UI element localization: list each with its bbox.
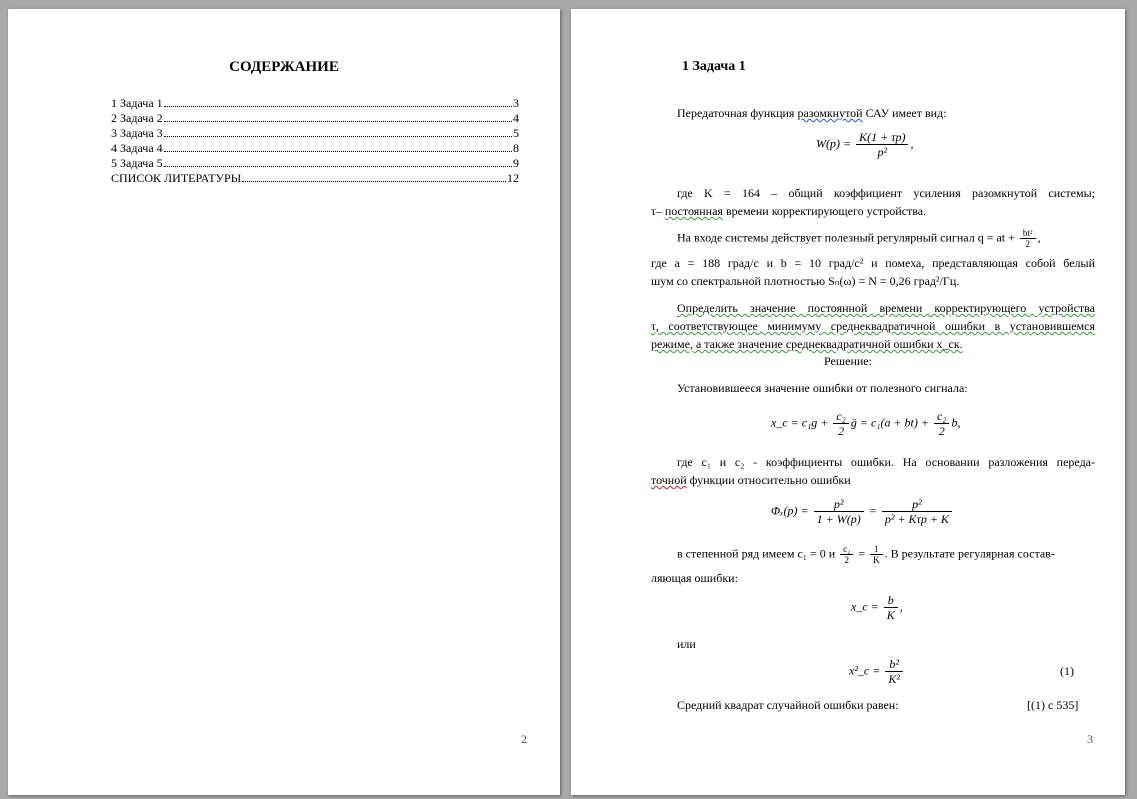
toc-leader bbox=[164, 142, 512, 152]
paragraph-line: шум со спектральной плотностью Sₙ(ω) = N = 0,26 град²/Гц. bbox=[651, 274, 960, 288]
paragraph-intro: Передаточная функция разомкнутой САУ имеет вид: bbox=[677, 106, 947, 120]
paragraph-line: точной функции относительно ошибки bbox=[651, 473, 851, 487]
toc-title: СОДЕРЖАНИЕ bbox=[229, 59, 339, 75]
paragraph-line: τ, соответствующее минимуму среднеквадратичной ошибки в установившемся bbox=[651, 319, 1095, 333]
equation-number: (1) bbox=[1060, 664, 1074, 678]
toc-entry[interactable] bbox=[111, 111, 519, 126]
toc-entry-page: 8 bbox=[513, 141, 519, 155]
paragraph-line: в степенной ряд имеем c₁ = 0 и $\frac{\text{c₂}}{2}$ = $\frac{1}{K}$ . В результате регулярная состав- bbox=[677, 544, 1055, 565]
toc-leader bbox=[164, 157, 512, 167]
toc-entry-page: 12 bbox=[507, 171, 519, 185]
equation-squared-error: x²_c = $\frac{\text{b²}}{\text{K²}}$ bbox=[849, 657, 905, 686]
toc-entry-page: 3 bbox=[513, 96, 519, 110]
paragraph-line: режиме, а также значение среднеквадратичной ошибки x_ск. bbox=[651, 337, 963, 351]
document-page-3 bbox=[571, 9, 1125, 795]
paragraph-line: Установившееся значение ошибки от полезного сигнала: bbox=[677, 381, 968, 395]
toc-leader bbox=[164, 97, 512, 107]
toc-entry[interactable] bbox=[111, 126, 519, 141]
toc-entry-label: 4 Задача 4 bbox=[111, 141, 163, 155]
equation-transfer-function: W(p) = $\frac{K(1 + \tau p)}{\text{p²}}$ , bbox=[816, 130, 914, 159]
equation-error: x_c = c₁g + $\frac{\text{c₂}}{2}$ g̈ = c₁(a + bt) + $\frac{\text{c₂}}{2}$ b, bbox=[771, 409, 961, 438]
toc-leader bbox=[164, 112, 512, 122]
paragraph-line: или bbox=[677, 637, 696, 651]
toc-entry-page: 9 bbox=[513, 156, 519, 170]
page-number: 3 bbox=[1087, 732, 1093, 746]
equation-regular-error: x_c = $\frac{b}{K}$ , bbox=[851, 593, 903, 622]
paragraph-line: ляющая ошибки: bbox=[651, 571, 738, 585]
section-heading: 1 Задача 1 bbox=[682, 59, 746, 74]
toc-entry[interactable] bbox=[111, 96, 519, 111]
toc-entry[interactable] bbox=[111, 141, 519, 156]
paragraph-line: τ– постоянная времени корректирующего устройства. bbox=[651, 204, 927, 218]
toc-leader bbox=[164, 127, 512, 137]
toc-entry-page: 4 bbox=[513, 111, 519, 125]
paragraph-line: где K = 164 – общий коэффициент усиления разомкнутой системы; bbox=[677, 186, 1095, 200]
paragraph-line: На входе системы действует полезный регулярный сигнал q = at + $\frac{\text{bt²}}{2}$ , bbox=[677, 228, 1041, 249]
toc-entry-label: 1 Задача 1 bbox=[111, 96, 163, 110]
paragraph-line: Определить значение постоянной времени корректирующего устройства bbox=[677, 301, 1095, 315]
paragraph-line: Средний квадрат случайной ошибки равен: bbox=[677, 698, 899, 712]
equation-error-transfer: Φₓ(p) = $\frac{\text{p²}}{1 + W(p)}$ = $\frac{\text{p²}}{\text{p² + Kτp + K}}$ bbox=[771, 497, 954, 526]
toc-entry-page: 5 bbox=[513, 126, 519, 140]
toc-entry-label: 5 Задача 5 bbox=[111, 156, 163, 170]
toc-entry-label: СПИСОК ЛИТЕРАТУРЫ bbox=[111, 171, 242, 185]
document-page-2 bbox=[8, 9, 560, 795]
paragraph-line: где c₁ и c₂ - коэффициенты ошибки. На основании разложения переда- bbox=[677, 455, 1095, 469]
toc-entry-label: 3 Задача 3 bbox=[111, 126, 163, 140]
toc-entry[interactable] bbox=[111, 171, 519, 186]
solution-label: Решение: bbox=[824, 354, 872, 368]
toc-entry[interactable] bbox=[111, 156, 519, 171]
citation-reference: [(1) с 535] bbox=[1027, 698, 1079, 712]
toc-leader bbox=[242, 172, 506, 182]
toc-entry-label: 2 Задача 2 bbox=[111, 111, 163, 125]
page-number: 2 bbox=[521, 732, 527, 746]
paragraph-line: где a = 188 град/с и b = 10 град/с² и помеха, представляющая собой белый bbox=[651, 256, 1095, 270]
